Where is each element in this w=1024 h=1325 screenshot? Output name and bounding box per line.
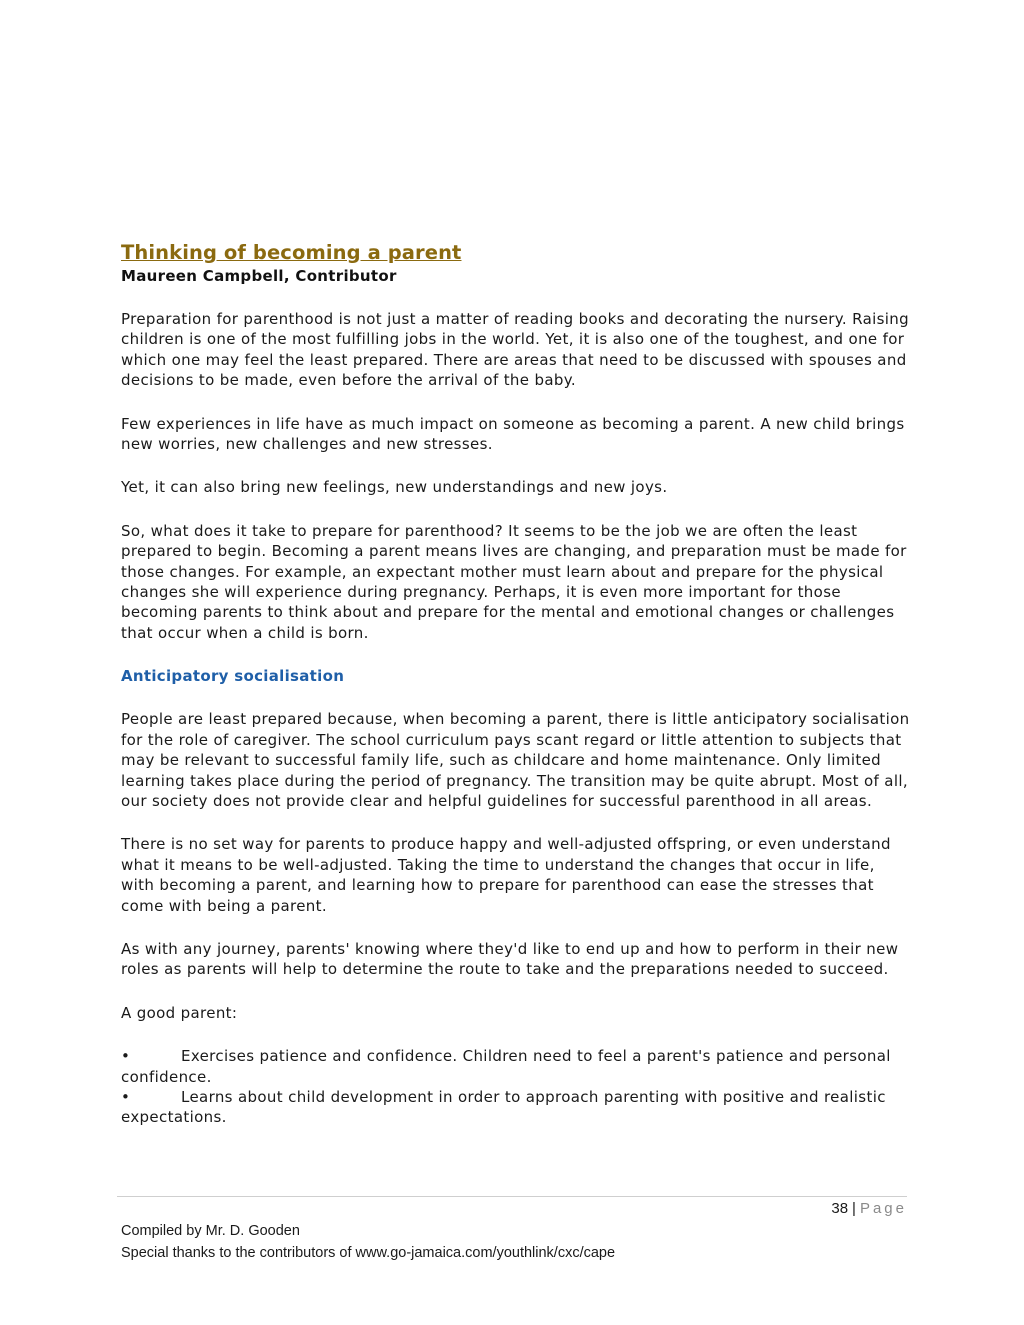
paragraph: Few experiences in life have as much impact on someone as becoming a parent. A new child brings new worries, new challenges and new stresses.	[121, 414, 905, 454]
list-item-text: Learns about child development in order to approach parenting with positive and realistic expectations.	[121, 1087, 886, 1127]
page-number-separator: |	[852, 1200, 856, 1217]
special-thanks: Special thanks to the contributors of www.go-jamaica.com/youthlink/cxc/cape	[121, 1245, 616, 1261]
footer-divider	[117, 1196, 907, 1197]
section-subheading: Anticipatory socialisation	[121, 667, 345, 686]
bullet-icon: •	[121, 1047, 131, 1066]
article	[121, 240, 911, 1128]
good-parent-list	[121, 1046, 911, 1128]
page-number-value: 38	[831, 1200, 849, 1217]
paragraph: Yet, it can also bring new feelings, new understandings and new joys.	[121, 478, 668, 497]
paragraph: As with any journey, parents' knowing where they'd like to end up and how to perform in their new roles as parents will help to determine the route to take and the preparations needed to succeed.	[121, 939, 899, 979]
footer-credits	[121, 1220, 615, 1264]
list-item	[121, 1046, 911, 1087]
list-item-text: Exercises patience and confidence. Children need to feel a parent's patience and personal confidence.	[121, 1047, 891, 1086]
article-byline: Maureen Campbell, Contributor	[121, 267, 397, 285]
list-item	[121, 1087, 911, 1128]
article-title: Thinking of becoming a parent	[121, 241, 462, 264]
bullet-icon: •	[121, 1087, 131, 1106]
page-label: Page	[859, 1200, 907, 1217]
paragraph: Preparation for parenthood is not just a matter of reading books and decorating the nursery. Raising children is one of the most fulfilling jobs in the world. Yet, it is also one of the toughest, and one for which one may feel the least prepared. There are areas that need to be discussed with spouses and decisions to be made, even before the arrival of the baby.	[121, 310, 910, 390]
page-number	[831, 1199, 907, 1219]
paragraph: A good parent:	[121, 1003, 238, 1022]
paragraph: So, what does it take to prepare for parenthood? It seems to be the job we are often the least prepared to begin. Becoming a parent means lives are changing, and preparation must be made for those changes. For example, an expectant mother must learn about and prepare for the physical changes she will experience during pregnancy. Perhaps, it is even more important for those becoming parents to think about and prepare for the mental and emotional changes or challenges that occur when a child is born.	[121, 521, 907, 642]
paragraph: People are least prepared because, when becoming a parent, there is little anticipatory socialisation for the role of caregiver. The school curriculum pays scant regard or little attention to subjects that may be relevant to successful family life, such as childcare and home maintenance. Only limited learning takes place during the period of pregnancy. The transition may be quite abrupt. Most of all, our society does not provide clear and helpful guidelines for successful parenthood in all areas.	[121, 710, 910, 810]
paragraph: There is no set way for parents to produce happy and well-adjusted offspring, or even understand what it means to be well-adjusted. Taking the time to understand the changes that occur in life, with becoming a parent, and learning how to prepare for parenthood can ease the stresses that come with being a parent.	[121, 835, 891, 915]
compiled-by: Compiled by Mr. D. Gooden	[121, 1223, 300, 1239]
